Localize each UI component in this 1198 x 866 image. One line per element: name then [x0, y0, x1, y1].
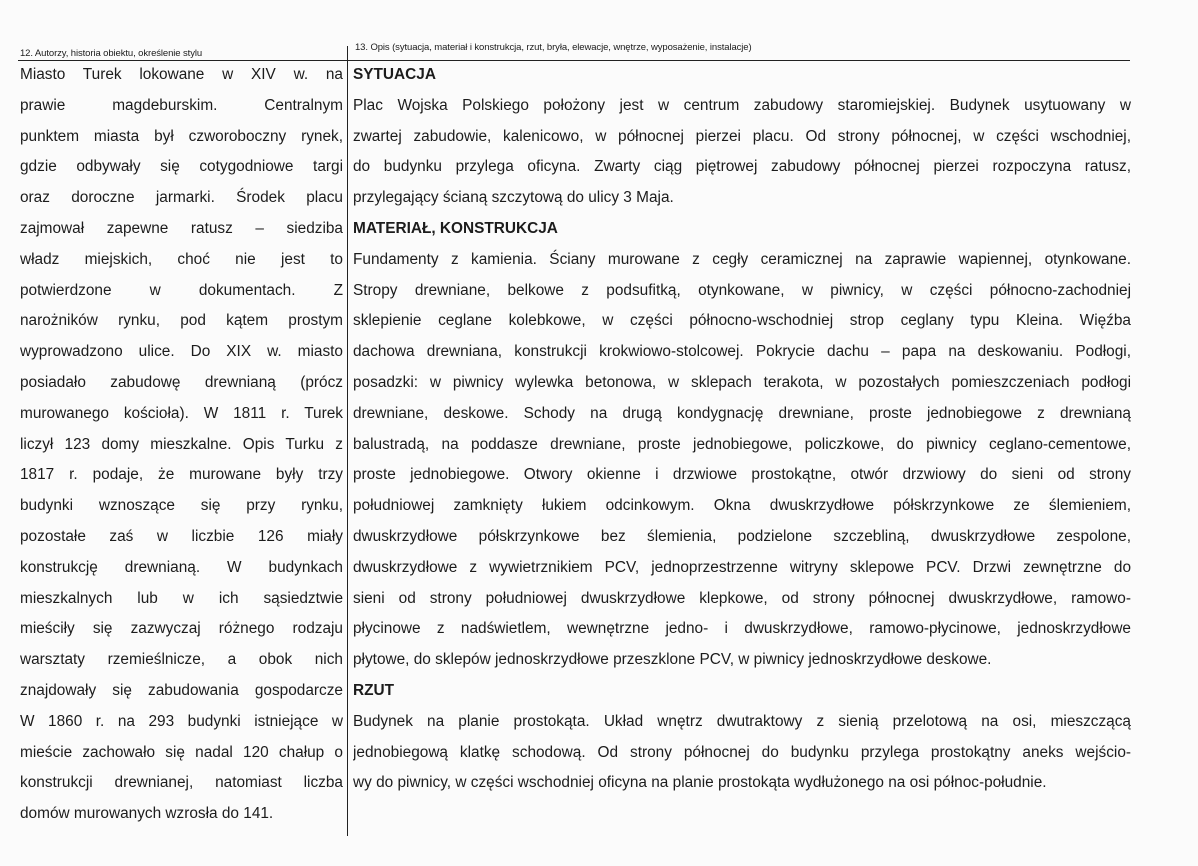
description-line: zwartej zabudowie, kalenicowo, w północnej pierzei placu. Od strony północnej, w części wschodniej,: [353, 127, 1131, 145]
history-line: mieściły się zazwyczaj różnego rodzaju: [20, 620, 343, 638]
history-line: punktem miasta był czworoboczny rynek,: [20, 127, 343, 145]
history-line: władz miejskich, choć nie jest to: [20, 250, 343, 268]
description-line: proste jednobiegowe. Otwory okienne i drzwiowe prostokątne, otwór drzwiowy do sieni od strony: [353, 466, 1131, 484]
description-text: [353, 60, 1131, 799]
history-line: 1817 r. podaje, że murowane były trzy: [20, 466, 343, 484]
description-line: posadzki: w piwnicy wylewka betonowa, w sklepach terakota, w pozostałych pomieszczeniach podłogi: [353, 373, 1131, 391]
description-line: Stropy drewniane, belkowe z podsufitką, otynkowane, w piwnicy, w części północno-zachodniej: [353, 281, 1131, 299]
description-line: jednobiegową klatkę schodową. Od strony północnej do budynku przylega prostokątny aneks wejścio-: [353, 743, 1131, 761]
history-line: oraz doroczne jarmarki. Środek placu: [20, 189, 343, 207]
section-heading-material: MATERIAŁ, KONSTRUKCJA: [353, 219, 558, 237]
description-line: drewniane, deskowe. Schody na drugą kondygnację drewniane, proste jednobiegowe z drewnianą: [353, 404, 1131, 422]
description-line: sklepienie ceglane kolebkowe, w części północno-wschodniej strop ceglany typu Kleina. Więźba: [353, 312, 1131, 330]
history-line: warsztaty rzemieślnicze, a obok nich: [20, 651, 343, 669]
field-13-label: 13. Opis (sytuacja, materiał i konstrukcja, rzut, bryła, elewacje, wnętrze, wyposażenie, instalacje): [355, 42, 752, 53]
history-line: potwierdzone w dokumentach. Z: [20, 281, 343, 299]
history-line: mieście zachowało się nadal 120 chałup o: [20, 743, 343, 761]
description-line: płytowe, do sklepów jednoskrzydłowe przeszklone PCV, w piwnicy jednoskrzydłowe deskowe.: [353, 651, 992, 669]
history-line: budynki wznoszące się przy rynku,: [20, 497, 343, 515]
description-line: wy do piwnicy, w części wschodniej oficyna na planie prostokąta wydłużonego na osi północ-południe.: [353, 774, 1047, 792]
description-line: Fundamenty z kamienia. Ściany murowane z cegły ceramicznej na zaprawie wapiennej, otynkowane.: [353, 250, 1131, 268]
history-line: murowanego kościoła). W 1811 r. Turek: [20, 404, 343, 422]
history-line: narożników rynku, pod kątem prostym: [20, 312, 343, 330]
history-line: gdzie odbywały się cotygodniowe targi: [20, 158, 343, 176]
description-line: południowej zamknięty łukiem odcinkowym. Okna dwuskrzydłowe półskrzynkowe ze ślemieniem,: [353, 497, 1131, 515]
section-heading-situation: SYTUACJA: [353, 66, 436, 83]
history-line: liczył 123 domy mieszkalne. Opis Turku z: [20, 435, 343, 453]
history-line: znajdowały się zabudowania gospodarcze: [20, 681, 343, 699]
history-line: konstrukcję drewnianą. W budynkach: [20, 558, 343, 576]
history-line: pozostałe zaś w liczbie 126 miały: [20, 527, 343, 545]
description-line: sieni od strony południowej dwuskrzydłowe klepkowe, od strony północnej dwuskrzydłowe, ramowo-: [353, 589, 1131, 607]
description-line: przylegający ścianą szczytową do ulicy 3 Maja.: [353, 189, 674, 207]
description-line: dachowa drewniana, konstrukcji krokwiowo-stolcowej. Pokrycie dachu – papa na deskowaniu. Podłogi,: [353, 343, 1131, 361]
description-line: dwuskrzydłowe z wywietrznikiem PCV, jednoprzestrzenne witryny sklepowe PCV. Drzwi zewnętrzne do: [353, 558, 1131, 576]
description-line: Plac Wojska Polskiego położony jest w centrum zabudowy staromiejskiej. Budynek usytuowany w: [353, 96, 1131, 114]
description-line: dwuskrzydłowe półskrzynkowe bez ślemienia, podzielone szczebliną, dwuskrzydłowe zespolone,: [353, 527, 1131, 545]
history-line: posiadało zabudowę drewnianą (prócz: [20, 373, 343, 391]
history-line: mieszkalnych lub w ich sąsiedztwie: [20, 589, 343, 607]
description-line: do budynku przylega oficyna. Zwarty ciąg piętrowej zabudowy północnej pierzei rozpoczyna ratusz,: [353, 158, 1131, 176]
history-line: Miasto Turek lokowane w XIV w. na: [20, 66, 343, 83]
history-line: domów murowanych wzrosła do 141.: [20, 805, 274, 823]
history-line: konstrukcji drewnianej, natomiast liczba: [20, 774, 343, 792]
history-line: W 1860 r. na 293 budynki istniejące w: [20, 712, 343, 730]
history-line: wyprowadzono ulice. Do XIX w. miasto: [20, 343, 343, 361]
history-line: prawie magdeburskim. Centralnym: [20, 96, 343, 114]
section-heading-plan: RZUT: [353, 681, 395, 699]
history-text: [20, 60, 343, 830]
history-line: zajmował zapewne ratusz – siedziba: [20, 219, 343, 237]
description-line: Budynek na planie prostokąta. Układ wnętrz dwutraktowy z sienią przelotową na osi, mieszczącą: [353, 712, 1131, 730]
field-12-label: 12. Autorzy, historia obiektu, określenie stylu: [20, 48, 203, 59]
column-divider: [347, 46, 348, 836]
description-line: płycinowe z nadświetlem, wewnętrzne jedno- i dwuskrzydłowe, ramowo-płycinowe, jednoskrzydłowe: [353, 620, 1131, 638]
description-line: balustradą, na poddasze drewniane, proste jednobiegowe, policzkowe, do piwnicy ceglano-cementowe,: [353, 435, 1131, 453]
